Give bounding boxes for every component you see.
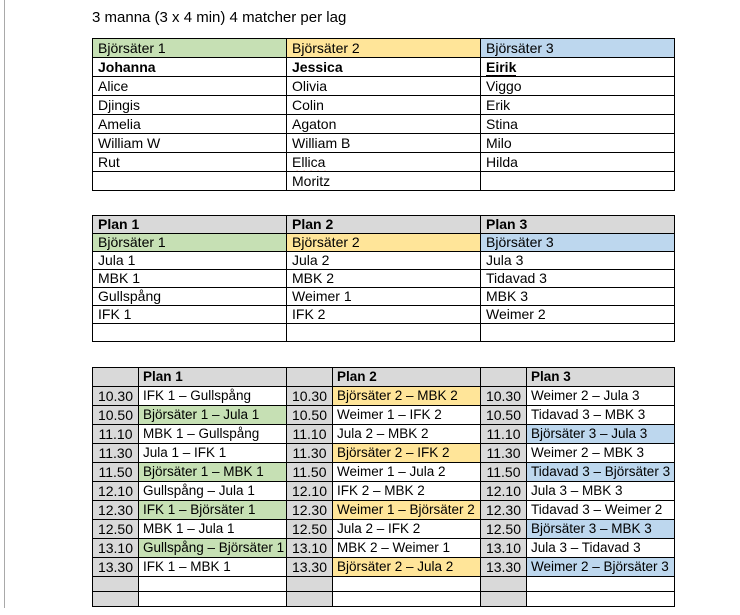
plan-team-cell-label: MBK 3 [486, 288, 529, 304]
match-cell-label: MBK 1 – Gullspång [143, 426, 260, 441]
plans-row [93, 270, 675, 288]
match-cell [333, 501, 481, 520]
match-cell [527, 520, 675, 539]
teams-row [93, 134, 675, 153]
player-cell [287, 115, 481, 134]
match-cell-label: IFK 1 – Gullspång [143, 388, 252, 403]
match-cell [333, 406, 481, 425]
plans-row [93, 306, 675, 324]
plans-row [93, 288, 675, 306]
match-cell [139, 387, 287, 406]
match-cell [333, 444, 481, 463]
plan-header-cell-label: Plan 1 [98, 216, 140, 232]
plan-team-cell [93, 234, 287, 252]
player-cell [287, 77, 481, 96]
match-cell [139, 539, 287, 558]
time-cell-label: 12.50 [97, 521, 134, 537]
player-cell-label: Milo [486, 135, 512, 151]
time-cell [287, 406, 333, 425]
time-cell [287, 482, 333, 501]
schedule-row [93, 463, 675, 482]
time-cell [93, 539, 139, 558]
time-cell-label: 12.10 [97, 483, 134, 499]
time-cell [93, 406, 139, 425]
match-cell-label: Gullspång – Björsäter 1 [143, 540, 285, 555]
player-cell [93, 172, 287, 191]
player-cell-label: Eirik [486, 59, 517, 75]
match-cell [333, 592, 481, 607]
schedule-row [93, 577, 675, 592]
match-cell [139, 444, 287, 463]
schedule-table [92, 367, 675, 607]
match-cell-label: Weimer 1 – Björsäter 2 [337, 502, 475, 517]
match-cell-label: Weimer 2 – Jula 3 [531, 388, 640, 403]
player-cell-label: Rut [98, 154, 120, 170]
schedule-row [93, 501, 675, 520]
plan-team-cell-label: Gullspång [98, 288, 162, 304]
player-cell [287, 134, 481, 153]
player-cell-label: Alice [98, 78, 129, 94]
time-cell-label: 11.10 [98, 426, 133, 442]
teams-row [93, 77, 675, 96]
time-cell [93, 463, 139, 482]
player-cell [93, 134, 287, 153]
plans-row [93, 234, 675, 252]
time-cell [481, 406, 527, 425]
plan-team-cell [93, 324, 287, 342]
plan-team-cell [287, 306, 481, 324]
match-cell [527, 501, 675, 520]
time-cell-label: 12.10 [291, 483, 328, 499]
time-cell [287, 501, 333, 520]
time-cell [481, 520, 527, 539]
match-cell-label: IFK 1 – Björsäter 1 [143, 502, 256, 517]
time-cell-label: 11.30 [98, 445, 133, 461]
player-cell-label: Jessica [292, 59, 343, 75]
match-cell [333, 539, 481, 558]
plan-team-cell [93, 252, 287, 270]
time-cell [287, 577, 333, 592]
time-cell [287, 558, 333, 577]
time-cell-label: 11.50 [292, 464, 327, 480]
time-cell-label: 12.30 [291, 502, 328, 518]
time-cell [481, 425, 527, 444]
schedule-row [93, 558, 675, 577]
match-cell [139, 406, 287, 425]
player-cell [481, 96, 675, 115]
player-cell [93, 115, 287, 134]
time-cell [287, 592, 333, 607]
plan-team-cell [93, 306, 287, 324]
player-cell [93, 153, 287, 172]
team-header-cell [481, 39, 675, 58]
time-cell [287, 444, 333, 463]
player-cell-label: Johanna [98, 59, 156, 75]
team-header-cell-label: Björsäter 1 [98, 40, 166, 56]
player-cell-label: Djingis [98, 97, 141, 113]
plan-team-cell [481, 306, 675, 324]
plan-team-cell-label: IFK 2 [292, 306, 326, 322]
time-cell [481, 501, 527, 520]
teams-row [93, 153, 675, 172]
match-cell [139, 558, 287, 577]
match-cell-label: Björsäter 1 – MBK 1 [143, 464, 264, 479]
time-cell [287, 425, 333, 444]
time-cell [287, 387, 333, 406]
match-cell-label: Björsäter 3 – MBK 3 [531, 521, 652, 536]
match-cell-label: Jula 3 – Tidavad 3 [531, 540, 641, 555]
match-cell-label: Jula 3 – MBK 3 [531, 483, 623, 498]
match-cell [139, 592, 287, 607]
match-cell [139, 425, 287, 444]
match-cell [333, 387, 481, 406]
plan-team-cell [287, 270, 481, 288]
player-cell-label: Stina [486, 116, 518, 132]
plan-header-cell [481, 216, 675, 234]
player-cell [481, 77, 675, 96]
match-cell [333, 482, 481, 501]
time-cell [481, 539, 527, 558]
match-cell-label: IFK 2 – MBK 2 [337, 483, 425, 498]
player-cell [287, 172, 481, 191]
player-cell-label: Agaton [292, 116, 337, 132]
time-cell [93, 520, 139, 539]
match-cell-label: Björsäter 1 – Jula 1 [143, 407, 260, 422]
time-cell-label: 11.50 [98, 464, 133, 480]
time-cell [93, 425, 139, 444]
player-cell [481, 115, 675, 134]
plans-table [92, 215, 675, 342]
schedule-header-plan-cell-label: Plan 2 [337, 369, 377, 384]
match-cell [333, 558, 481, 577]
schedule-row [93, 592, 675, 607]
team-header-cell [93, 39, 287, 58]
match-cell [527, 387, 675, 406]
plan-team-cell [481, 234, 675, 252]
player-cell [287, 153, 481, 172]
match-cell-label: Björsäter 2 – MBK 2 [337, 388, 458, 403]
schedule-row [93, 482, 675, 501]
time-cell-label: 10.30 [97, 388, 134, 404]
plan-header-cell-label: Plan 2 [292, 216, 334, 232]
match-cell [527, 577, 675, 592]
match-cell-label: Weimer 1 – Jula 2 [337, 464, 446, 479]
time-cell [93, 444, 139, 463]
player-cell [481, 172, 675, 191]
match-cell-label: Björsäter 3 – Jula 3 [531, 426, 648, 441]
time-cell [287, 520, 333, 539]
player-cell [93, 96, 287, 115]
team-header-cell-label: Björsäter 2 [292, 40, 360, 56]
match-cell-label: Björsäter 2 – Jula 2 [337, 559, 454, 574]
plan-team-cell-label: Tidavad 3 [486, 270, 547, 286]
player-cell-label: Viggo [486, 78, 522, 94]
player-cell [93, 77, 287, 96]
plan-team-cell [93, 270, 287, 288]
match-cell [527, 482, 675, 501]
plans-header-row [93, 216, 675, 234]
schedule-header-time-cell [93, 368, 139, 387]
time-cell-label: 11.30 [486, 445, 521, 461]
match-cell [333, 520, 481, 539]
player-cell [481, 134, 675, 153]
plan-team-cell-label: Björsäter 1 [98, 234, 166, 250]
time-cell [481, 482, 527, 501]
time-cell [481, 463, 527, 482]
time-cell [481, 387, 527, 406]
plan-team-cell-label: Jula 3 [486, 252, 524, 268]
teams-row [93, 58, 675, 77]
time-cell-label: 13.10 [97, 540, 134, 556]
match-cell-label: Tidavad 3 – Björsäter 3 [531, 464, 671, 479]
schedule-header-time-cell [287, 368, 333, 387]
team-header-cell [287, 39, 481, 58]
match-cell-label: Jula 2 – MBK 2 [337, 426, 429, 441]
teams-row [93, 96, 675, 115]
plan-team-cell-label: Jula 2 [292, 252, 330, 268]
schedule-header-plan-cell [333, 368, 481, 387]
match-cell-label: MBK 1 – Jula 1 [143, 521, 235, 536]
schedule-row [93, 444, 675, 463]
teams-row [93, 115, 675, 134]
player-cell-label: Olivia [292, 78, 328, 94]
time-cell [93, 592, 139, 607]
player-cell-label: William B [292, 135, 351, 151]
time-cell-label: 10.50 [485, 407, 522, 423]
match-cell-label: Gullspång – Jula 1 [143, 483, 255, 498]
time-cell [93, 558, 139, 577]
plan-team-cell-label: Björsäter 2 [292, 234, 360, 250]
schedule-header-plan-cell [527, 368, 675, 387]
match-cell-label: Weimer 2 – Björsäter 3 [531, 559, 669, 574]
plan-team-cell-label: IFK 1 [98, 306, 132, 322]
time-cell-label: 12.30 [485, 502, 522, 518]
document-title: 3 manna (3 x 4 min) 4 matcher per lag [92, 9, 347, 26]
time-cell-label: 10.50 [291, 407, 328, 423]
time-cell-label: 11.30 [292, 445, 327, 461]
plan-team-cell-label: Jula 1 [98, 252, 136, 268]
match-cell [139, 463, 287, 482]
time-cell [481, 444, 527, 463]
plan-header-cell [287, 216, 481, 234]
schedule-header-time-cell [481, 368, 527, 387]
time-cell [93, 577, 139, 592]
player-cell-label: Colin [292, 97, 324, 113]
time-cell-label: 11.10 [292, 426, 327, 442]
time-cell [93, 501, 139, 520]
match-cell [527, 592, 675, 607]
team-header-cell-label: Björsäter 3 [486, 40, 554, 56]
player-cell-label: Hilda [486, 154, 518, 170]
plan-team-cell [481, 324, 675, 342]
teams-table [92, 38, 675, 191]
time-cell [93, 387, 139, 406]
schedule-header-row [93, 368, 675, 387]
plan-team-cell [481, 252, 675, 270]
schedule-row [93, 387, 675, 406]
time-cell-label: 10.30 [291, 388, 328, 404]
time-cell-label: 12.50 [291, 521, 328, 537]
plan-team-cell-label: Weimer 1 [292, 288, 352, 304]
time-cell-label: 12.10 [485, 483, 522, 499]
plan-team-cell-label: MBK 1 [98, 270, 141, 286]
time-cell-label: 10.30 [485, 388, 522, 404]
match-cell [333, 577, 481, 592]
plan-header-cell-label: Plan 3 [486, 216, 528, 232]
time-cell-label: 13.30 [97, 559, 134, 575]
match-cell [139, 577, 287, 592]
plan-team-cell-label: MBK 2 [292, 270, 335, 286]
match-cell [333, 463, 481, 482]
plan-team-cell [481, 270, 675, 288]
plans-row [93, 252, 675, 270]
schedule-header-plan-cell-label: Plan 3 [531, 369, 571, 384]
match-cell-label: Jula 1 – IFK 1 [143, 445, 227, 460]
match-cell-label: MBK 2 – Weimer 1 [337, 540, 451, 555]
time-cell [481, 558, 527, 577]
schedule-row [93, 520, 675, 539]
time-cell-label: 13.10 [485, 540, 522, 556]
match-cell [139, 482, 287, 501]
match-cell [527, 463, 675, 482]
match-cell-label: Tidavad 3 – Weimer 2 [531, 502, 663, 517]
match-cell [527, 425, 675, 444]
time-cell [481, 577, 527, 592]
plan-team-cell [287, 288, 481, 306]
schedule-header-plan-cell-label: Plan 1 [143, 369, 183, 384]
match-cell [527, 406, 675, 425]
plan-team-cell-label: Björsäter 3 [486, 234, 554, 250]
match-cell [139, 520, 287, 539]
time-cell [287, 463, 333, 482]
time-cell [93, 482, 139, 501]
schedule-header-plan-cell [139, 368, 287, 387]
plan-team-cell [287, 324, 481, 342]
player-cell [481, 153, 675, 172]
player-cell-label: Erik [486, 97, 511, 113]
match-cell [527, 558, 675, 577]
player-cell [481, 58, 675, 77]
teams-row [93, 172, 675, 191]
player-cell [93, 58, 287, 77]
match-cell [139, 501, 287, 520]
plans-row [93, 324, 675, 342]
player-cell-label: Moritz [292, 173, 331, 189]
match-cell [527, 444, 675, 463]
player-cell [287, 58, 481, 77]
time-cell-label: 13.30 [291, 559, 328, 575]
match-cell [527, 539, 675, 558]
match-cell-label: Björsäter 2 – IFK 2 [337, 445, 450, 460]
schedule-row [93, 539, 675, 558]
plan-team-cell [481, 288, 675, 306]
match-cell-label: Jula 2 – IFK 2 [337, 521, 421, 536]
match-cell-label: Tidavad 3 – MBK 3 [531, 407, 646, 422]
time-cell-label: 12.30 [97, 502, 134, 518]
time-cell-label: 12.50 [485, 521, 522, 537]
player-cell-label: William W [98, 135, 161, 151]
match-cell-label: Weimer 2 – MBK 3 [531, 445, 645, 460]
time-cell-label: 13.10 [291, 540, 328, 556]
page-left-border [4, 0, 5, 608]
plan-team-cell [93, 288, 287, 306]
player-cell [287, 96, 481, 115]
player-cell-label: Ellica [292, 154, 326, 170]
time-cell-label: 11.10 [486, 426, 521, 442]
time-cell-label: 11.50 [486, 464, 521, 480]
teams-header-row [93, 39, 675, 58]
match-cell-label: Weimer 1 – IFK 2 [337, 407, 442, 422]
plan-team-cell [287, 252, 481, 270]
time-cell-label: 13.30 [485, 559, 522, 575]
schedule-row [93, 406, 675, 425]
player-cell-label: Amelia [98, 116, 141, 132]
time-cell [481, 592, 527, 607]
plan-team-cell [287, 234, 481, 252]
time-cell-label: 10.50 [97, 407, 134, 423]
plan-team-cell-label: Weimer 2 [486, 306, 546, 322]
plan-header-cell [93, 216, 287, 234]
match-cell [333, 425, 481, 444]
schedule-row [93, 425, 675, 444]
time-cell [287, 539, 333, 558]
match-cell-label: IFK 1 – MBK 1 [143, 559, 231, 574]
